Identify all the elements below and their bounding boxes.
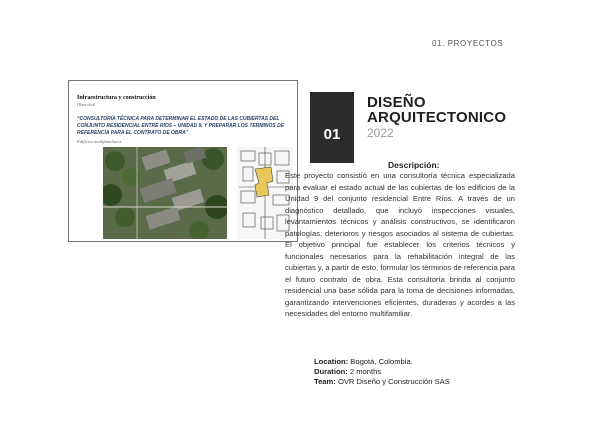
location-label: Location: <box>314 357 349 366</box>
project-title: DISEÑO ARQUITECTONICO <box>367 94 507 126</box>
card-title: “CONSULTORÍA TÉCNICA PARA DETERMINAR EL ESTADO DE LAS CUBIERTAS DEL CONJUNTO RESIDENCIAL ENTRE RIOS – UNIDAD 9, Y PREPARAR LOS TERMINOS DE REFERENCIA PARA EL CONTRATO DE OBRA” <box>77 116 285 136</box>
team-row <box>314 377 450 387</box>
project-meta <box>314 357 450 387</box>
project-year: 2022 <box>367 126 394 140</box>
card-category: Infraestructura y construcción <box>77 95 156 101</box>
description-text: Este proyecto consistió en una consultoría técnica especializada para evaluar el estado actual de las cubiertas de los edificios de la Unidad 9 del conjunto residencial Entre Ríos. A través de un diagnóstico detallado, que incluyó inspecciones visuales, levantamientos técnicos y análisis constructivos, se identificaron patologías, deterioros y riesgos asociados al sistema de cubiertas. El objetivo principal fue establecer los criterios técnicos y funcionales necesarios para la rehabilitación integral de las cubiertas y, a partir de esto, formular los términos de referencia para el futuro contrato de obra. Esta consultoría brinda al conjunto residencial una base sólida para la toma de decisiones informadas, garantizando intervenciones eficientes, duraderas y acordes a las necesidades del entorno multifamiliar. <box>285 171 515 318</box>
card-subtitle: Edificios multifamiliares <box>77 139 122 144</box>
card-subcategory: Obra civil <box>77 102 96 107</box>
location-value: Bogotá, Colombia. <box>350 357 413 366</box>
description-heading: Descripción: <box>388 160 440 170</box>
location-row <box>314 357 450 367</box>
aerial-photo <box>103 147 227 239</box>
duration-label: Duration: <box>314 367 348 376</box>
section-label: 01. PROYECTOS <box>432 39 504 48</box>
duration-row <box>314 367 450 377</box>
team-value: OVR Diseño y Construcción SAS <box>337 377 450 386</box>
project-card <box>68 80 298 242</box>
project-number-block: 01 <box>310 92 354 163</box>
duration-value: 2 months <box>349 367 382 376</box>
team-label: Team: <box>314 377 336 386</box>
